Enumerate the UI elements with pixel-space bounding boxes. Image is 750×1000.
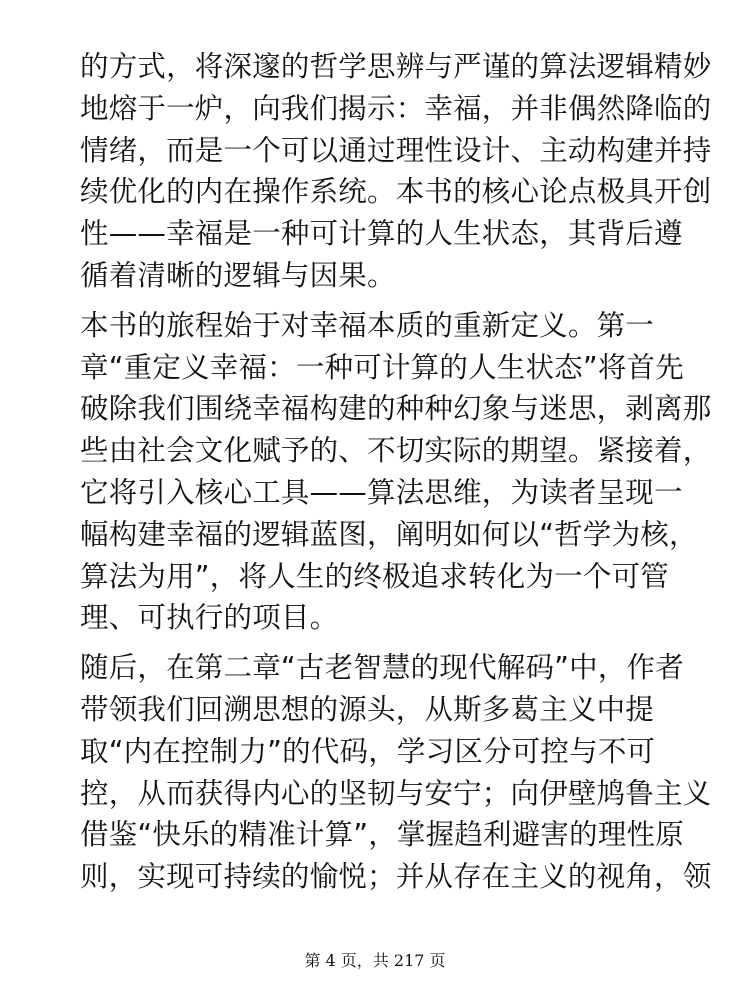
text-line: 循着清晰的逻辑与因果。 bbox=[80, 258, 396, 292]
text-line: 地熔于一炉，向我们揭示：幸福，并非偶然降临的 bbox=[80, 91, 712, 125]
paragraph-3 bbox=[80, 647, 712, 898]
body-text bbox=[80, 46, 712, 898]
text-line: 幅构建幸福的逻辑蓝图，阐明如何以“哲学为核， bbox=[80, 517, 698, 551]
paragraph-2 bbox=[80, 305, 712, 639]
text-line: 性——幸福是一种可计算的人生状态，其背后遵 bbox=[80, 217, 683, 251]
text-line: 续优化的内在操作系统。本书的核心论点极具开创 bbox=[80, 175, 712, 209]
paragraph-1 bbox=[80, 46, 712, 297]
text-line: 借鉴“快乐的精准计算”，掌握趋利避害的理性原 bbox=[80, 818, 684, 852]
text-line: 算法为用”，将人生的终极追求转化为一个可管 bbox=[80, 559, 669, 593]
text-line: 随后，在第二章“古老智慧的现代解码”中，作者 bbox=[80, 651, 684, 685]
text-line: 的方式，将深邃的哲学思辨与严谨的算法逻辑精妙 bbox=[80, 50, 712, 83]
text-line: 则，实现可持续的愉悦；并从存在主义的视角，领 bbox=[80, 860, 712, 894]
page-number-footer: 第 4 页，共 217 页 bbox=[304, 951, 446, 970]
text-line: 理、可执行的项目。 bbox=[80, 601, 339, 635]
text-line: 情绪，而是一个可以通过理性设计、主动构建并持 bbox=[80, 133, 712, 167]
text-line: 控，从而获得内心的坚韧与安宁；向伊壁鸠鲁主义 bbox=[80, 776, 712, 810]
text-line: 带领我们回溯思想的源头，从斯多葛主义中提 bbox=[80, 692, 655, 726]
text-line: 取“内在控制力”的代码，学习区分可控与不可 bbox=[80, 734, 656, 768]
text-line: 些由社会文化赋予的、不切实际的期望。紧接着， bbox=[80, 434, 712, 468]
text-line: 破除我们围绕幸福构建的种种幻象与迷思，剥离那 bbox=[80, 392, 712, 426]
text-line: 章“重定义幸福：一种可计算的人生状态”将首先 bbox=[80, 350, 684, 384]
text-line: 本书的旅程始于对幸福本质的重新定义。第一 bbox=[80, 308, 655, 342]
text-line: 它将引入核心工具——算法思维，为读者呈现一 bbox=[80, 475, 683, 509]
